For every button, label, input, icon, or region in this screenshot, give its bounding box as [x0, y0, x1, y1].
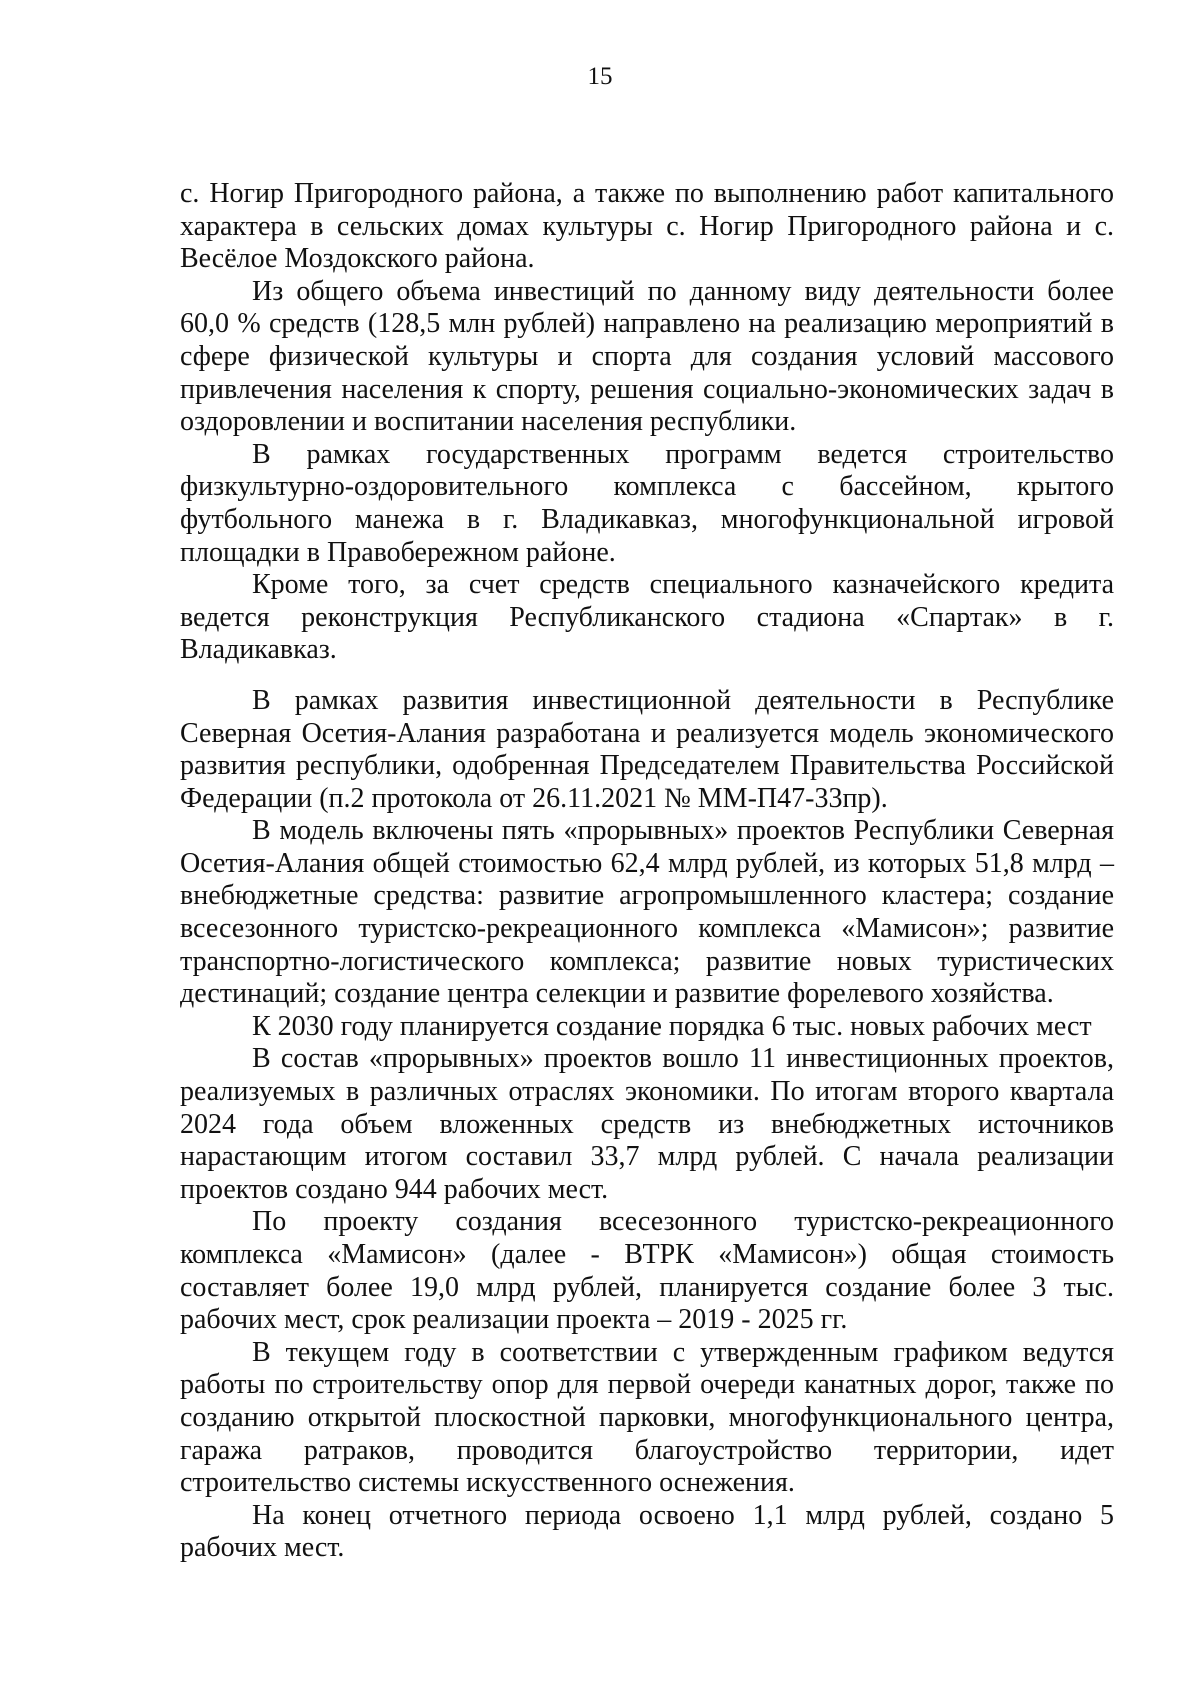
paragraph-continuation: с. Ногир Пригородного района, а также по выполнению работ капитального характера в сельских домах культуры с. Ногир Пригородного района и с. Весёлое Моздокского района. [180, 178, 1114, 275]
paragraph-breakthrough-projects: В модель включены пять «прорывных» проектов Республики Северная Осетия-Алания общей стоимостью 62,4 млрд рублей, из которых 51,8 млрд – внебюджетные средства: развитие агропромышленного кластера; создание всесезонного туристско-рекреационного комплекса «Мамисон»; развитие транспортно-логистического комплекса; развитие новых туристических дестинаций; создание центра селекции и развитие форелевого хозяйства. [180, 815, 1114, 1010]
paragraph-stadium-reconstruction: Кроме того, за счет средств специального казначейского кредита ведется реконструкция Республиканского стадиона «Спартак» в г. Владикавказ. [180, 569, 1114, 666]
paragraph-investment-share: Из общего объема инвестиций по данному виду деятельности более 60,0 % средств (128,5 млн рублей) направлено на реализацию мероприятий в сфере физической культуры и спорта для создания условий массового привлечения населения к спорту, решения социально-экономических задач в оздоровлении и воспитании населения республики. [180, 275, 1114, 438]
paragraph-period-results: На конец отчетного периода освоено 1,1 млрд рублей, создано 5 рабочих мест. [180, 1499, 1114, 1564]
paragraph-jobs-2030: К 2030 году планируется создание порядка 6 тыс. новых рабочих мест [252, 1010, 1092, 1042]
paragraph-economic-model: В рамках развития инвестиционной деятельности в Республике Северная Осетия-Алания разработана и реализуется модель экономического развития республики, одобренная Председателем Правительства Российской Федерации (п.2 протокола от 26.11.2021 № ММ-П47-33пр). [180, 684, 1114, 814]
paragraph-mamison-project: По проекту создания всесезонного туристско-рекреационного комплекса «Мамисон» (далее - ВТРК «Мамисон») общая стоимость составляет более 19,0 млрд рублей, планируется создание более 3 тыс. рабочих мест, срок реализации проекта – 2019 - 2025 гг. [180, 1206, 1114, 1336]
document-body [180, 178, 1114, 1565]
paragraph-state-programs: В рамках государственных программ ведется строительство физкультурно-оздоровительного комплекса с бассейном, крытого футбольного манежа в г. Владикавказ, многофункциональной игровой площадки в Правобережном районе. [180, 438, 1114, 568]
paragraph-investment-results: В состав «прорывных» проектов вошло 11 инвестиционных проектов, реализуемых в различных отраслях экономики. По итогам второго квартала 2024 года объем вложенных средств из внебюджетных источников нарастающим итогом составил 33,7 млрд рублей. С начала реализации проектов создано 944 рабочих мест. [180, 1043, 1114, 1205]
page-number: 15 [587, 63, 613, 90]
paragraph-current-works: В текущем году в соответствии с утвержденным графиком ведутся работы по строительству опор для первой очереди канатных дорог, также по созданию открытой плоскостной парковки, многофункционального центра, гаража ратраков, проводится благоустройство территории, идет строительство системы искусственного оснежения. [180, 1336, 1114, 1499]
